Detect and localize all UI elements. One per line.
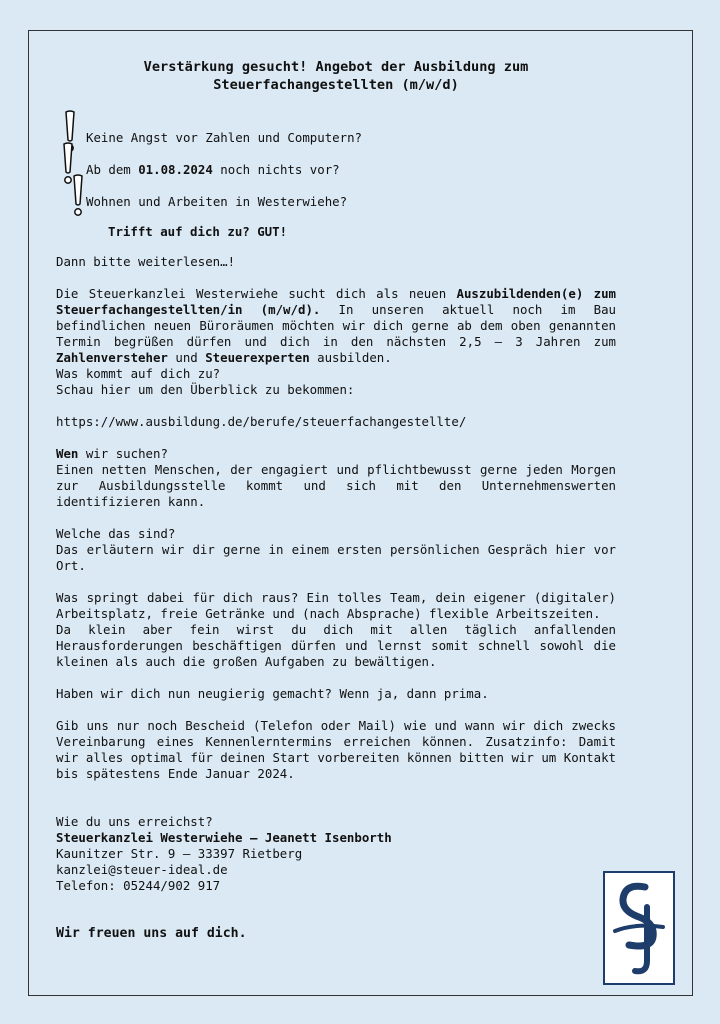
exclamation-mark-icon <box>70 174 86 218</box>
closing-text: Wir freuen uns auf dich. <box>56 926 247 941</box>
phone-number: Telefon: 05244/902 917 <box>56 878 221 893</box>
bullet-row: Keine Angst vor Zahlen und Computern? <box>56 122 616 154</box>
firm-name: Steuerkanzlei Westerwiehe – Jeanett Isenborth <box>56 830 392 845</box>
section-heading: Wen wir suchen? <box>56 446 168 461</box>
sj-monogram-logo <box>603 871 675 985</box>
question-text: Was kommt auf dich zu? <box>56 366 221 381</box>
address: Kaunitzer Str. 9 – 33397 Rietberg <box>56 846 303 861</box>
section-heading: Welche das sind? <box>56 526 176 541</box>
contact-paragraph: Gib uns nur noch Bescheid (Telefon oder Mail) wie und wann wir dich zwecks Vereinbarung eines Kennenlerntermins erreichen können. Zusatzinfo: Damit wir alles optimal für deinen Start vorbereiten können bitten wir um Kontakt bis spätestens Ende Januar 2024. <box>56 718 616 781</box>
page-title: Verstärkung gesucht! Angebot der Ausbildung zum Steuerfachangestellten (m/w/d) <box>143 59 529 93</box>
intro-text: Dann bitte weiterlesen…! <box>56 254 236 269</box>
benefits-text: Was springt dabei für dich raus? Ein tolles Team, dein eigener (digitaler) Arbeitsplatz, freie Getränke und (nach Absprache) flexible Arbeitszeiten. <box>56 590 616 621</box>
curious-text: Haben wir dich nun neugierig gemacht? Wenn ja, dann prima. <box>56 686 489 701</box>
document-body <box>56 58 616 942</box>
intro-paragraph: Die Steuerkanzlei Westerwiehe sucht dich als neuen Auszubildenden(e) zum Steuerfachangestellten/in (m/w/d). In unseren aktuell noch im Bau befindlichen neuen Büroräumen möchten wir dich gerne ab dem oben genannten Termin begrüßen dürfen und dich in den nächsten 2,5 – 3 Jahren zum Zahlenversteher und Steuerexperten ausbilden. <box>56 286 617 365</box>
bullet-row: Ab dem 01.08.2024 noch nichts vor? <box>56 154 616 186</box>
overview-text: Schau hier um den Überblick zu bekommen: <box>56 382 355 397</box>
reach-question: Wie du uns erreichst? <box>56 814 213 829</box>
candidate-description: Einen netten Menschen, der engagiert und pflichtbewusst gerne jeden Morgen zur Ausbildungsstelle kommt und sich mit den Unternehmenswerten identifizieren kann. <box>56 462 616 509</box>
bullet-row: Wohnen und Arbeiten in Westerwiehe? <box>56 186 616 218</box>
career-link[interactable]: https://www.ausbildung.de/berufe/steuerfachangestellte/ <box>56 414 467 429</box>
email-link[interactable]: kanzlei@steuer-ideal.de <box>56 862 228 877</box>
values-description: Das erläutern wir dir gerne in einem ersten persönlichen Gespräch hier vor Ort. <box>56 542 616 573</box>
tagline: Trifft auf dich zu? GUT! <box>108 224 288 239</box>
benefits-detail: Da klein aber fein wirst du dich mit allen täglich anfallenden Herausforderungen beschäftigen dürfen und lernst somit schnell sowohl die kleinen als auch die großen Aufgaben zu bewältigen. <box>56 622 616 669</box>
